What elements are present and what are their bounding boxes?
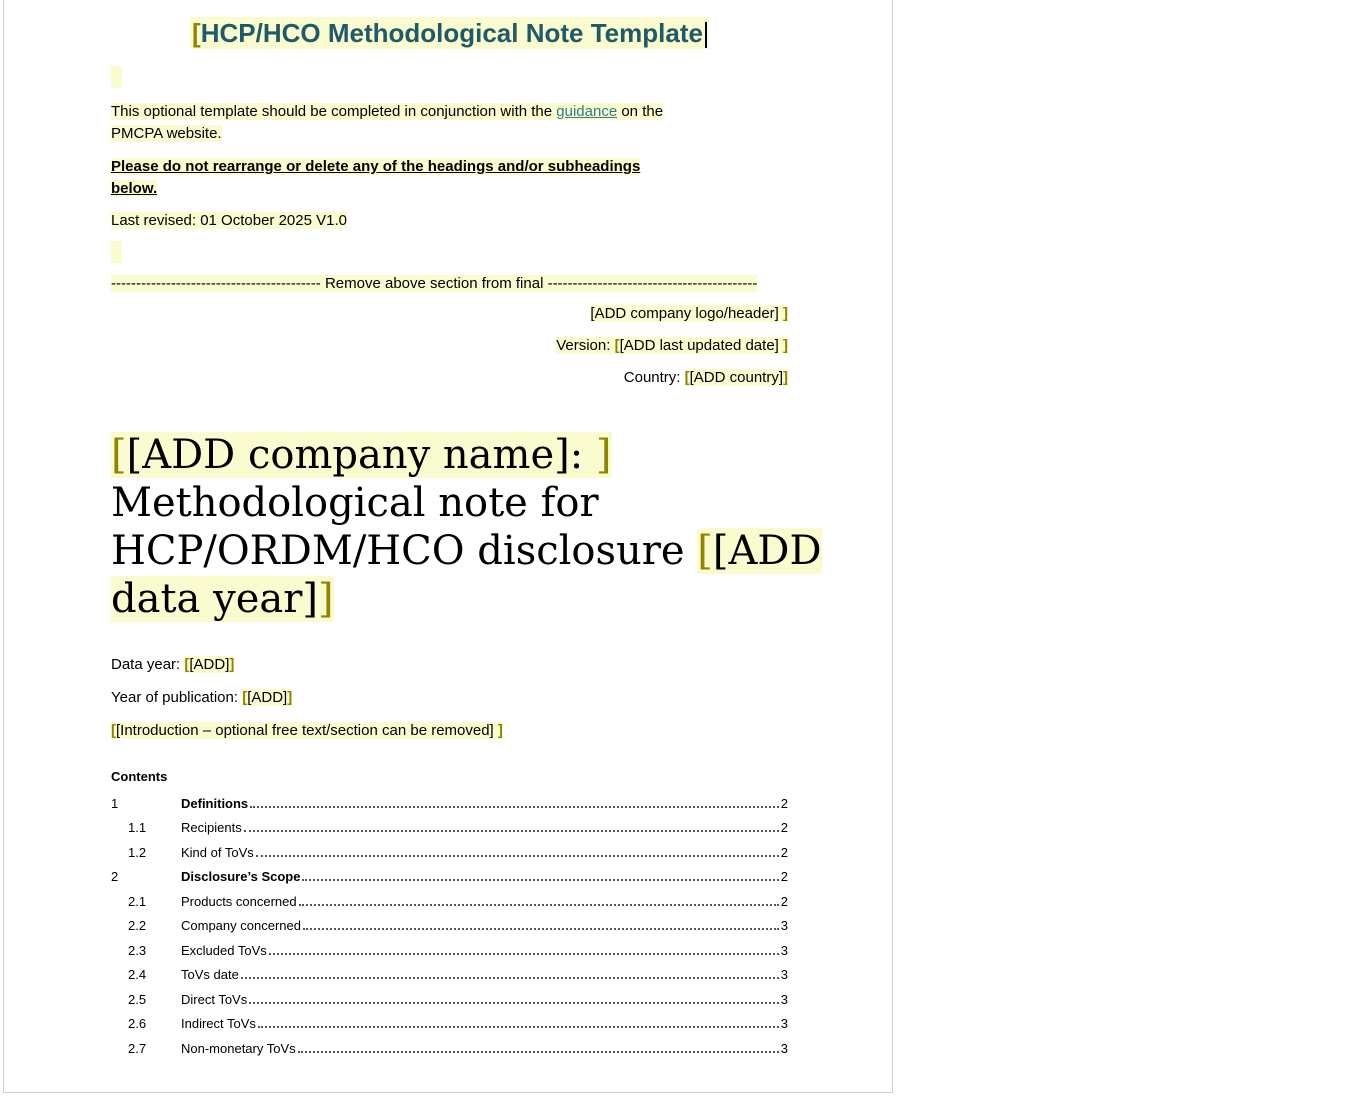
toc-entry[interactable] — [111, 1031, 788, 1056]
table-of-contents — [111, 786, 788, 1056]
toc-entry-page: 3 — [780, 942, 788, 958]
main-heading-line-4 — [111, 575, 788, 623]
version-label: Version: — [556, 337, 615, 354]
last-revised-line — [111, 210, 788, 232]
toc-dotted-leader — [250, 806, 779, 808]
content-control-close-bracket: ] — [783, 369, 788, 386]
intro-line-2 — [111, 123, 788, 145]
intro-text-line2: PMCPA website. — [111, 125, 222, 142]
toc-entry-number: 2.1 — [128, 893, 147, 909]
toc-entry[interactable] — [111, 811, 788, 836]
toc-entry-page: 2 — [780, 820, 788, 835]
text-caret — [705, 22, 707, 48]
toc-entry-page: 3 — [780, 967, 788, 982]
content-control-open-bracket: [ — [111, 722, 116, 739]
toc-entry-page: 2 — [780, 844, 788, 860]
content-control-open-bracket: [ — [242, 689, 248, 706]
toc-entry-number: 2.3 — [128, 942, 147, 958]
toc-entry[interactable] — [111, 860, 788, 885]
toc-entry-label: Disclosure’s Scope — [181, 869, 301, 884]
warning-line-1 — [111, 156, 788, 178]
document-title-text: HCP/HCO Methodological Note Template — [200, 18, 703, 48]
toc-entry-page: 2 — [780, 893, 788, 909]
toc-entry-label: Non-monetary ToVs — [181, 1040, 296, 1056]
country-line[interactable] — [111, 368, 788, 388]
main-heading-text: Methodological note for — [111, 480, 599, 526]
intro-paragraph — [111, 101, 788, 145]
toc-dotted-leader — [269, 953, 779, 955]
content-control-open-bracket: [ — [111, 432, 127, 478]
toc-dotted-leader — [258, 1026, 779, 1028]
toc-entry-number: 2.2 — [128, 918, 147, 933]
toc-entry[interactable] — [111, 835, 788, 860]
main-heading-line-2 — [111, 479, 788, 527]
toc-entry[interactable] — [111, 958, 788, 983]
publication-year-line[interactable] — [111, 687, 788, 709]
toc-entry-page: 3 — [780, 918, 788, 933]
main-heading-line-1 — [111, 431, 788, 479]
toc-dotted-leader — [244, 830, 779, 832]
toc-entry-number: 2.6 — [128, 1016, 147, 1031]
content-control-close-bracket: ] — [783, 337, 788, 354]
content-control-open-bracket: [ — [192, 18, 201, 48]
toc-dotted-leader — [249, 1002, 779, 1004]
toc-dotted-leader — [299, 904, 779, 906]
toc-entry-label: Definitions — [181, 795, 249, 811]
toc-entry-number: 2.5 — [128, 991, 147, 1007]
content-control-close-bracket: ] — [287, 689, 293, 706]
data-year-placeholder-part1: [ADD — [712, 528, 822, 574]
toc-entry-label: Company concerned — [181, 918, 301, 933]
introduction-placeholder-line[interactable] — [111, 720, 788, 742]
document-page[interactable] — [3, 0, 893, 1093]
toc-entry[interactable] — [111, 786, 788, 811]
toc-entry-label: Kind of ToVs — [181, 844, 254, 860]
warning-text-line1: Please do not rearrange or delete any of the headings and/or subheadings — [111, 158, 641, 175]
content-control-open-bracket: [ — [184, 656, 190, 673]
company-logo-placeholder: [ADD company logo/header] — [590, 305, 779, 322]
content-control-close-bracket: ] — [229, 656, 235, 673]
highlighted-empty-line — [111, 66, 122, 88]
toc-entry-number: 1.2 — [128, 844, 147, 860]
toc-entry[interactable] — [111, 909, 788, 934]
introduction-placeholder: [Introduction – optional free text/section can be removed] — [116, 722, 494, 739]
country-label: Country: — [623, 369, 685, 386]
toc-entry-label: Products concerned — [181, 893, 297, 909]
toc-entry-page: 2 — [780, 869, 788, 884]
toc-dotted-leader — [302, 879, 778, 881]
toc-entry-number: 2 — [111, 869, 119, 884]
main-heading — [111, 431, 822, 623]
toc-dotted-leader — [298, 1051, 779, 1053]
toc-dotted-leader — [303, 928, 779, 930]
last-revised-text: Last revised: 01 October 2025 V1.0 — [111, 212, 347, 229]
toc-entry-number: 1 — [111, 795, 119, 811]
toc-entry-label: ToVs date — [181, 967, 239, 982]
toc-entry-number: 2.7 — [128, 1040, 147, 1056]
data-year-label: Data year: — [111, 656, 185, 673]
toc-entry-page: 3 — [780, 1016, 788, 1031]
country-placeholder: [ADD country] — [689, 369, 783, 386]
remove-section-divider — [111, 273, 788, 295]
toc-entry[interactable] — [111, 933, 788, 958]
data-year-placeholder-part2: data year] — [111, 576, 318, 622]
meta-block — [111, 304, 788, 388]
intro-text: This optional template should be completed in conjunction with the — [111, 103, 557, 120]
toc-entry-number: 2.4 — [128, 967, 147, 982]
content-control-open-bracket: [ — [614, 337, 620, 354]
main-heading-line-3 — [111, 527, 822, 575]
toc-dotted-leader — [256, 855, 779, 857]
toc-entry-page: 2 — [780, 795, 788, 811]
warning-paragraph — [111, 156, 788, 200]
toc-dotted-leader — [241, 977, 779, 979]
warning-text-line2: below. — [111, 180, 158, 197]
guidance-link[interactable]: guidance — [556, 103, 618, 120]
toc-entry-label: Recipients — [181, 820, 242, 835]
content-control-close-bracket: ] — [317, 576, 334, 622]
toc-entry-label: Excluded ToVs — [181, 942, 267, 958]
main-heading-text: HCP/ORDM/HCO disclosure — [111, 528, 698, 574]
publication-year-label: Year of publication: — [111, 689, 243, 706]
version-line[interactable] — [111, 336, 788, 356]
content-control-close-bracket: ] — [497, 722, 503, 739]
toc-entry-label: Direct ToVs — [181, 991, 248, 1007]
document-title — [111, 18, 788, 48]
warning-line-2 — [111, 178, 788, 200]
toc-entry[interactable] — [111, 884, 788, 909]
toc-entry-page: 3 — [780, 991, 788, 1007]
intro-line-1 — [111, 101, 788, 123]
data-year-line[interactable] — [111, 654, 788, 676]
toc-entry-label: Indirect ToVs — [181, 1016, 256, 1031]
content-control-close-bracket: ] — [595, 432, 612, 478]
data-year-add-placeholder: [ADD] — [189, 656, 230, 673]
company-name-placeholder: [ADD company name]: — [126, 432, 596, 478]
content-control-open-bracket: [ — [684, 369, 690, 386]
divider-text: ------------------------------------------ Remove above section from final ------------------------------------------ — [111, 275, 758, 292]
toc-entry-number: 1.1 — [128, 820, 147, 835]
toc-entry[interactable] — [111, 982, 788, 1007]
publication-year-add-placeholder: [ADD] — [247, 689, 288, 706]
intro-text-after: on the — [617, 103, 664, 120]
toc-entry-page: 3 — [780, 1040, 788, 1056]
version-placeholder: [ADD last updated date] — [619, 337, 779, 354]
company-logo-placeholder-line[interactable] — [111, 304, 788, 324]
content-control-open-bracket: [ — [697, 528, 713, 574]
contents-heading: Contents — [111, 769, 168, 784]
content-control-close-bracket: ] — [783, 305, 788, 322]
highlighted-empty-line — [111, 241, 122, 263]
toc-entry[interactable] — [111, 1007, 788, 1032]
